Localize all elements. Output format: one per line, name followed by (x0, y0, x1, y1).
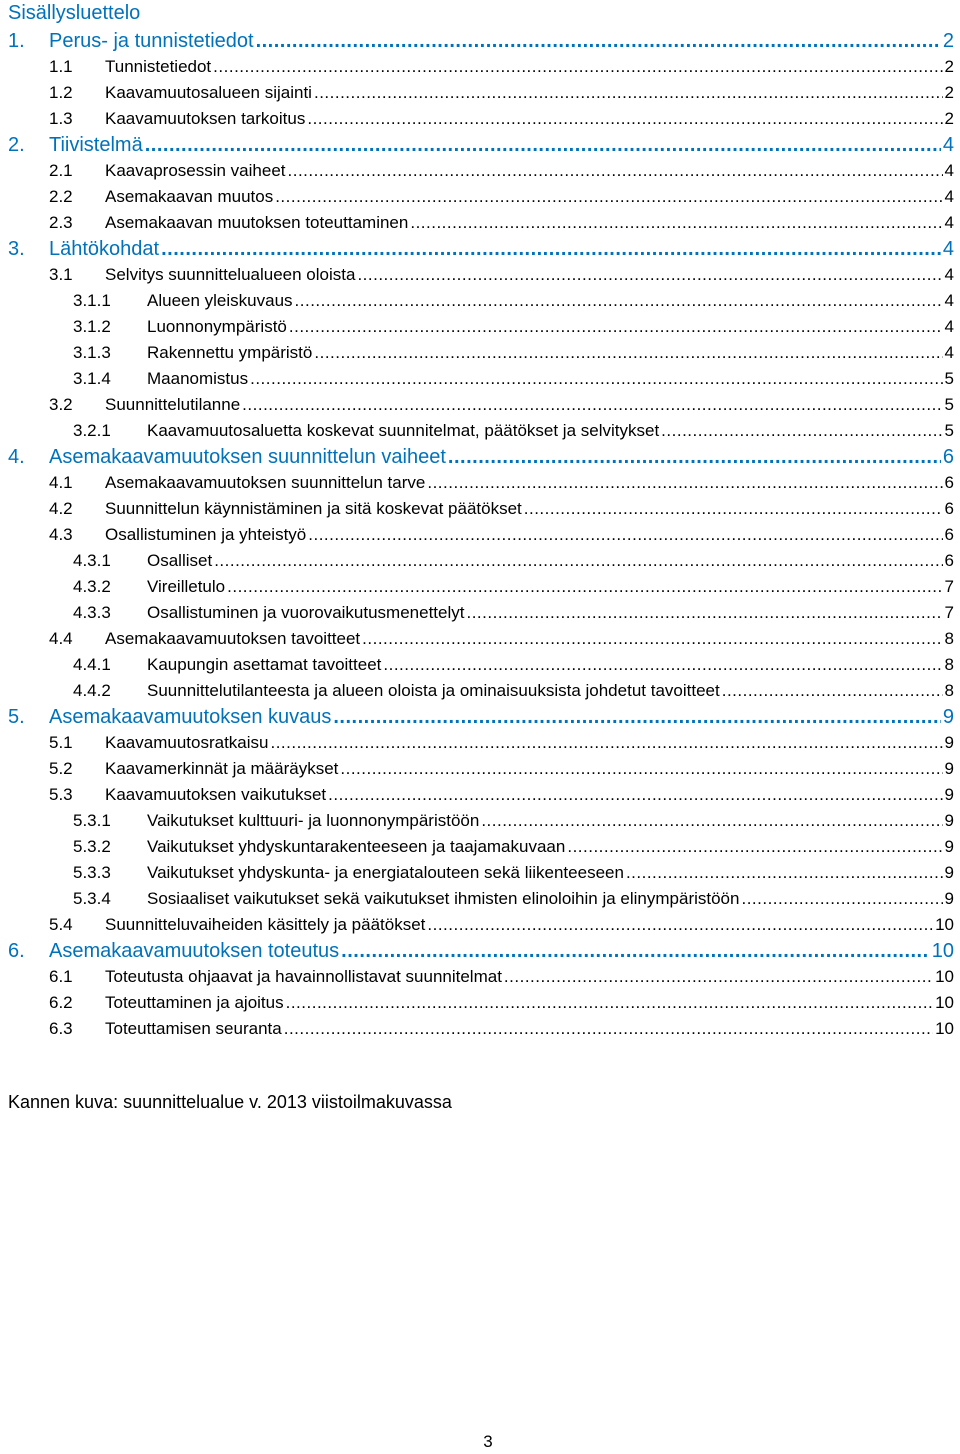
toc-entry-leader (147, 678, 954, 704)
toc-entry-page: 5 (944, 369, 954, 388)
toc-entry-page: 4 (942, 134, 954, 156)
toc-dot-leader (289, 314, 943, 340)
toc-entry-page: 10 (935, 967, 954, 986)
toc-dot-leader (524, 496, 943, 522)
toc-dot-leader (722, 678, 943, 704)
toc-dot-leader (214, 548, 942, 574)
toc-entry[interactable] (0, 28, 960, 54)
toc-entry-label: Alueen yleiskuvaus (147, 291, 293, 310)
toc-entry[interactable] (0, 756, 960, 782)
toc-entry-label: Tiivistelmä (49, 134, 143, 156)
toc-entry-leader (147, 314, 954, 340)
toc-dot-leader (145, 132, 941, 158)
toc-entry-page: 9 (944, 837, 954, 856)
toc-entry-page: 9 (942, 706, 954, 728)
toc-entry[interactable] (0, 600, 960, 626)
toc-entry-number: 3.1.2 (73, 317, 111, 336)
toc-entry[interactable] (0, 210, 960, 236)
toc-entry-number: 5.3 (49, 785, 73, 804)
toc-entry-label: Vireilletulo (147, 577, 226, 596)
toc-entry-label: Kaavaprosessin vaiheet (105, 161, 286, 180)
toc-entry-page: 6 (944, 551, 954, 570)
toc-dot-leader (275, 184, 942, 210)
toc-entry-page: 6 (944, 473, 954, 492)
toc-dot-leader (567, 834, 942, 860)
toc-entry[interactable] (0, 808, 960, 834)
toc-dot-leader (314, 340, 942, 366)
toc-entry-number: 6.3 (49, 1019, 73, 1038)
toc-entry-leader (147, 418, 954, 444)
toc-entry-leader (105, 470, 954, 496)
toc-entry[interactable] (0, 132, 960, 158)
toc-entry[interactable] (0, 626, 960, 652)
page-number: 3 (483, 1432, 493, 1451)
toc-entry-label: Asemakaavamuutoksen suunnittelun vaiheet (49, 446, 446, 468)
table-of-contents (0, 28, 960, 1042)
toc-entry-page: 8 (944, 655, 954, 674)
toc-entry-number: 6. (8, 940, 25, 962)
toc-entry[interactable] (0, 1016, 960, 1042)
toc-entry-page: 4 (942, 238, 954, 260)
toc-entry-number: 5.3.1 (73, 811, 111, 830)
toc-entry-label: Asemakaavamuutoksen toteutus (49, 940, 340, 962)
toc-entry-leader (105, 392, 954, 418)
toc-entry-page: 2 (944, 109, 954, 128)
toc-entry-number: 5.3.3 (73, 863, 111, 882)
toc-entry-label: Suunnittelun käynnistäminen ja sitä koskevat päätökset (105, 499, 522, 518)
toc-entry-page: 9 (944, 759, 954, 778)
toc-dot-leader (284, 1016, 933, 1042)
toc-entry[interactable] (0, 366, 960, 392)
toc-entry-leader (147, 652, 954, 678)
toc-entry-label: Kaavamuutoksen tarkoitus (105, 109, 306, 128)
toc-entry-page: 4 (944, 343, 954, 362)
toc-entry-leader (105, 912, 954, 938)
toc-entry[interactable] (0, 886, 960, 912)
toc-entry-leader (49, 236, 954, 262)
toc-entry[interactable] (0, 678, 960, 704)
toc-entry-number: 5.2 (49, 759, 73, 778)
toc-entry[interactable] (0, 392, 960, 418)
toc-entry[interactable] (0, 444, 960, 470)
toc-entry-leader (147, 600, 954, 626)
toc-entry[interactable] (0, 158, 960, 184)
toc-entry-number: 2.1 (49, 161, 73, 180)
toc-entry-page: 2 (942, 30, 954, 52)
toc-dot-leader (286, 990, 933, 1016)
toc-entry[interactable] (0, 522, 960, 548)
toc-entry-number: 1.3 (49, 109, 73, 128)
toc-entry-leader (147, 860, 954, 886)
toc-entry[interactable] (0, 834, 960, 860)
toc-entry-page: 6 (944, 525, 954, 544)
toc-dot-leader (307, 106, 942, 132)
toc-entry-page: 8 (944, 681, 954, 700)
toc-entry-label: Asemakaavan muutoksen toteuttaminen (105, 213, 409, 232)
toc-dot-leader (227, 574, 942, 600)
toc-entry-leader (105, 210, 954, 236)
toc-entry-number: 4.3.1 (73, 551, 111, 570)
toc-entry[interactable] (0, 470, 960, 496)
toc-entry-number: 1.1 (49, 57, 73, 76)
toc-entry-number: 2.2 (49, 187, 73, 206)
toc-entry-page: 4 (944, 317, 954, 336)
toc-entry-number: 4. (8, 446, 25, 468)
toc-entry-leader (105, 730, 954, 756)
toc-entry[interactable] (0, 652, 960, 678)
toc-entry-page: 7 (944, 577, 954, 596)
toc-entry-leader (147, 808, 954, 834)
toc-dot-leader (213, 54, 942, 80)
toc-entry-number: 4.4 (49, 629, 73, 648)
toc-entry-page: 9 (944, 863, 954, 882)
toc-entry-leader (105, 782, 954, 808)
toc-entry[interactable] (0, 54, 960, 80)
toc-entry-number: 4.1 (49, 473, 73, 492)
toc-entry-leader (105, 496, 954, 522)
toc-dot-leader (466, 600, 942, 626)
toc-entry-label: Toteuttaminen ja ajoitus (105, 993, 284, 1012)
toc-entry-number: 3.1.1 (73, 291, 111, 310)
toc-dot-leader (383, 652, 942, 678)
toc-entry-label: Kaavamuutosratkaisu (105, 733, 269, 752)
toc-entry[interactable] (0, 860, 960, 886)
toc-entry[interactable] (0, 418, 960, 444)
toc-entry-label: Lähtökohdat (49, 238, 160, 260)
toc-entry-page: 4 (944, 161, 954, 180)
toc-dot-leader (362, 626, 942, 652)
toc-entry-page: 10 (935, 915, 954, 934)
toc-dot-leader (341, 938, 930, 964)
toc-entry-label: Vaikutukset kulttuuri- ja luonnonympäristöön (147, 811, 480, 830)
toc-entry-leader (105, 756, 954, 782)
toc-entry-label: Toteutusta ohjaavat ja havainnollistavat suunnitelmat (105, 967, 502, 986)
toc-entry-label: Kaupungin asettamat tavoitteet (147, 655, 382, 674)
toc-entry-number: 5.3.4 (73, 889, 111, 908)
toc-entry-page: 7 (944, 603, 954, 622)
toc-entry-page: 10 (935, 993, 954, 1012)
toc-entry-label: Kaavamerkinnät ja määräykset (105, 759, 339, 778)
toc-entry-leader (49, 444, 954, 470)
toc-entry-label: Suunnittelutilanne (105, 395, 241, 414)
toc-entry[interactable] (0, 574, 960, 600)
toc-entry-number: 3.2.1 (73, 421, 111, 440)
toc-entry-leader (105, 262, 954, 288)
toc-title: Sisällysluettelo (8, 2, 141, 24)
toc-entry-label: Kaavamuutosalueen sijainti (105, 83, 312, 102)
toc-entry[interactable] (0, 704, 960, 730)
toc-entry-label: Maanomistus (147, 369, 249, 388)
toc-entry-number: 5. (8, 706, 25, 728)
toc-entry-number: 5.4 (49, 915, 73, 934)
toc-entry[interactable] (0, 912, 960, 938)
toc-entry-leader (105, 1016, 954, 1042)
toc-entry-leader (147, 574, 954, 600)
toc-entry-leader (147, 834, 954, 860)
toc-dot-leader (328, 782, 942, 808)
toc-entry-leader (105, 522, 954, 548)
toc-entry-leader (147, 886, 954, 912)
toc-dot-leader (504, 964, 933, 990)
toc-entry-label: Sosiaaliset vaikutukset sekä vaikutukset ihmisten elinoloihin ja elinympäristöön (147, 889, 740, 908)
toc-entry-leader (105, 184, 954, 210)
toc-entry-label: Asemakaavamuutoksen suunnittelun tarve (105, 473, 426, 492)
toc-dot-leader (741, 886, 942, 912)
toc-entry[interactable] (0, 288, 960, 314)
toc-dot-leader (333, 704, 941, 730)
toc-entry-leader (49, 704, 954, 730)
toc-entry-page: 10 (931, 940, 954, 962)
toc-dot-leader (410, 210, 942, 236)
toc-entry-number: 4.2 (49, 499, 73, 518)
toc-entry-number: 3. (8, 238, 25, 260)
toc-entry-page: 4 (944, 291, 954, 310)
toc-entry-number: 6.2 (49, 993, 73, 1012)
toc-entry-number: 1. (8, 30, 25, 52)
toc-dot-leader (661, 418, 942, 444)
toc-entry-page: 6 (942, 446, 954, 468)
toc-entry[interactable] (0, 782, 960, 808)
toc-entry-label: Osalliset (147, 551, 213, 570)
toc-entry-label: Osallistuminen ja vuorovaikutusmenettelyt (147, 603, 465, 622)
toc-dot-leader (250, 366, 942, 392)
toc-entry[interactable] (0, 938, 960, 964)
toc-entry-page: 4 (944, 265, 954, 284)
toc-entry-page: 9 (944, 733, 954, 752)
toc-entry[interactable] (0, 548, 960, 574)
toc-entry[interactable] (0, 314, 960, 340)
toc-entry-label: Osallistuminen ja yhteistyö (105, 525, 307, 544)
toc-dot-leader (161, 236, 941, 262)
toc-entry-leader (49, 132, 954, 158)
toc-entry-page: 6 (944, 499, 954, 518)
toc-entry-page: 4 (944, 213, 954, 232)
toc-dot-leader (448, 444, 941, 470)
toc-entry-number: 4.3.2 (73, 577, 111, 596)
toc-entry-label: Asemakaavamuutoksen kuvaus (49, 706, 332, 728)
toc-dot-leader (340, 756, 942, 782)
toc-entry-page: 5 (944, 421, 954, 440)
toc-entry-page: 4 (944, 187, 954, 206)
toc-entry[interactable] (0, 496, 960, 522)
toc-entry-page: 9 (944, 811, 954, 830)
toc-entry-leader (105, 158, 954, 184)
cover-image-caption: Kannen kuva: suunnittelualue v. 2013 viistoilmakuvassa (8, 1092, 452, 1112)
toc-entry[interactable] (0, 106, 960, 132)
toc-entry-leader (147, 548, 954, 574)
toc-entry[interactable] (0, 236, 960, 262)
toc-entry-number: 4.4.1 (73, 655, 111, 674)
toc-entry-number: 5.1 (49, 733, 73, 752)
toc-entry-leader (49, 28, 954, 54)
toc-entry[interactable] (0, 262, 960, 288)
toc-entry-label: Suunnittelutilanteesta ja alueen oloista ja ominaisuuksista johdetut tavoitteet (147, 681, 720, 700)
toc-dot-leader (481, 808, 942, 834)
toc-entry-page: 9 (944, 889, 954, 908)
toc-entry[interactable] (0, 340, 960, 366)
toc-entry-number: 4.3.3 (73, 603, 111, 622)
toc-entry-leader (105, 106, 954, 132)
toc-dot-leader (427, 470, 942, 496)
toc-entry-number: 5.3.2 (73, 837, 111, 856)
toc-entry-leader (147, 288, 954, 314)
toc-entry-leader (105, 80, 954, 106)
toc-entry-leader (105, 626, 954, 652)
toc-entry-page: 8 (944, 629, 954, 648)
toc-entry-number: 4.4.2 (73, 681, 111, 700)
toc-entry-leader (147, 366, 954, 392)
toc-entry[interactable] (0, 964, 960, 990)
toc-entry-number: 3.1.4 (73, 369, 111, 388)
toc-entry[interactable] (0, 990, 960, 1016)
toc-entry-label: Kaavamuutosaluetta koskevat suunnitelmat, päätökset ja selvitykset (147, 421, 660, 440)
toc-entry[interactable] (0, 80, 960, 106)
toc-entry-page: 2 (944, 83, 954, 102)
toc-entry-page: 10 (935, 1019, 954, 1038)
toc-entry-number: 6.1 (49, 967, 73, 986)
toc-entry-label: Asemakaavamuutoksen tavoitteet (105, 629, 361, 648)
toc-entry-label: Suunnitteluvaiheiden käsittely ja päätökset (105, 915, 426, 934)
toc-entry-label: Luonnonympäristö (147, 317, 287, 336)
toc-dot-leader (295, 288, 943, 314)
toc-entry[interactable] (0, 730, 960, 756)
toc-entry-number: 3.2 (49, 395, 73, 414)
toc-entry-number: 3.1.3 (73, 343, 111, 362)
toc-dot-leader (427, 912, 933, 938)
toc-entry-leader (105, 54, 954, 80)
toc-entry-number: 2. (8, 134, 25, 156)
toc-entry-leader (105, 990, 954, 1016)
toc-entry-label: Rakennettu ympäristö (147, 343, 313, 362)
toc-entry[interactable] (0, 184, 960, 210)
toc-entry-page: 9 (944, 785, 954, 804)
toc-dot-leader (308, 522, 942, 548)
toc-dot-leader (242, 392, 942, 418)
toc-entry-leader (105, 964, 954, 990)
toc-entry-label: Kaavamuutoksen vaikutukset (105, 785, 327, 804)
toc-entry-label: Selvitys suunnittelualueen oloista (105, 265, 356, 284)
toc-entry-label: Vaikutukset yhdyskunta- ja energiatalouteen sekä liikenteeseen (147, 863, 624, 882)
toc-entry-leader (49, 938, 954, 964)
toc-entry-label: Asemakaavan muutos (105, 187, 274, 206)
toc-entry-number: 4.3 (49, 525, 73, 544)
toc-dot-leader (626, 860, 943, 886)
toc-dot-leader (256, 28, 941, 54)
toc-entry-page: 2 (944, 57, 954, 76)
toc-entry-number: 3.1 (49, 265, 73, 284)
toc-entry-number: 2.3 (49, 213, 73, 232)
toc-entry-label: Tunnistetiedot (105, 57, 212, 76)
toc-entry-label: Perus- ja tunnistetiedot (49, 30, 254, 52)
toc-entry-label: Toteuttamisen seuranta (105, 1019, 282, 1038)
toc-dot-leader (357, 262, 942, 288)
toc-entry-page: 5 (944, 395, 954, 414)
toc-entry-number: 1.2 (49, 83, 73, 102)
toc-entry-label: Vaikutukset yhdyskuntarakenteeseen ja taajamakuvaan (147, 837, 566, 856)
toc-dot-leader (288, 158, 943, 184)
toc-dot-leader (314, 80, 943, 106)
toc-entry-leader (147, 340, 954, 366)
toc-dot-leader (270, 730, 942, 756)
